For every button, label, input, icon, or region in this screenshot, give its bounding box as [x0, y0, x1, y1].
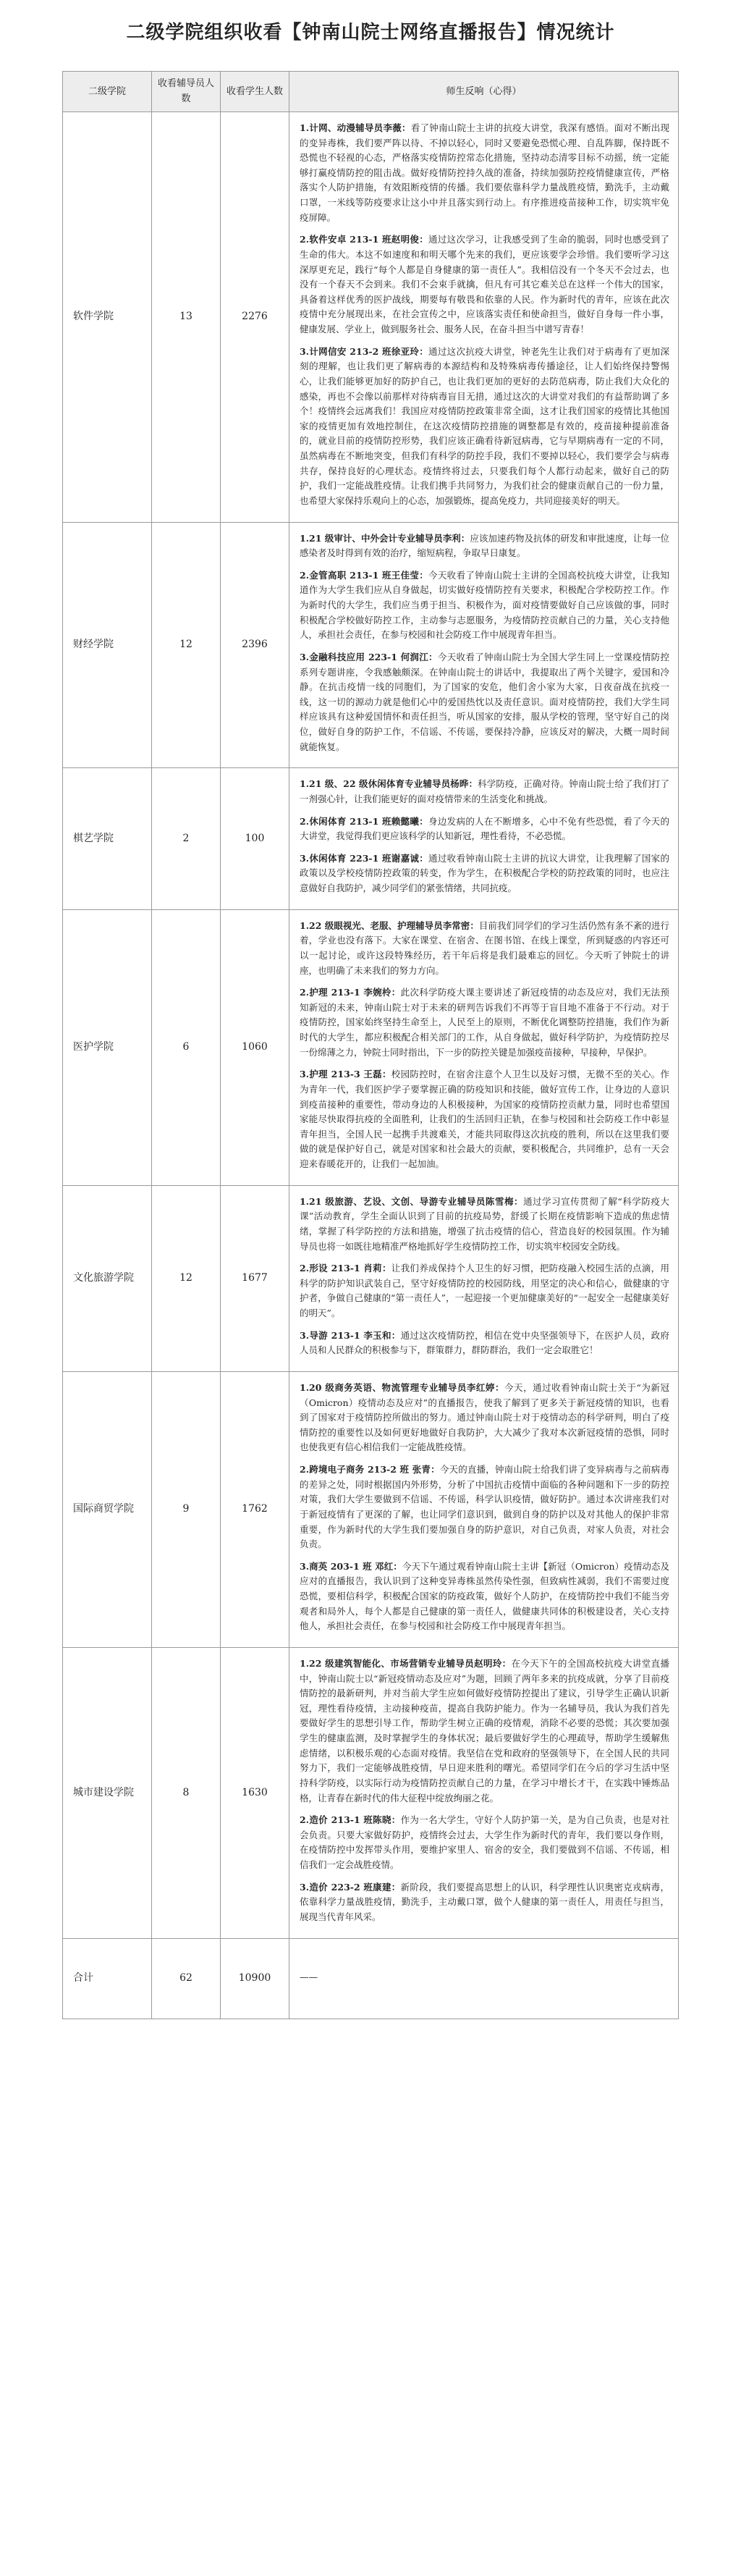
feedback-author: 1.20 级商务英语、物流管理专业辅导员李红婷： — [300, 1381, 504, 1393]
feedback-text: 今天收看了钟南山院士主讲的全国高校抗疫大讲堂，让我知道作为大学生我们应从自身做起，切实做好疫情防控有关要求，积极配合学校防控工作。作为新时代的大学生，我们应当勇于担当、积极作为，面对疫情要做好自己应该做的事，同时积极配合学校做好防控工作，主动参与志愿服务，为疫情防控贡献自己的力量，关心支持他人，承担社会责任，在参与校园和社会防疫工作中展现青年担当。 — [300, 569, 669, 641]
counselor-count: 12 — [152, 522, 221, 768]
feedback-text: 在今天下午的全国高校抗疫大讲堂直播中，钟南山院士以“新冠疫情动态及应对”为题，回顾了两年多来的抗疫成就，分享了目前疫情防控的最新研判，并对当前大学生应如何做好疫情防控提出了建议，引导学生正确认识新冠，理性看待疫情，主动接种疫苗，提高自我防护能力。作为一名辅导员，我认为我们首先要做好学生的思想引导工作，帮助学生树立正确的疫情观，消除不必要的恐慌；其次要加强学生的健康监测，及时掌握学生的身体状况；最后要做好学生的心理疏导，帮助学生缓解焦虑情绪，以积极乐观的心态面对疫情。我坚信在党和政府的坚强领导下，在全国人民的共同努力下，我们一定能够战胜疫情，早日迎来胜利的曙光。希望同学们在今后的学习生活中坚持科学防疫，以实际行动为疫情防控贡献自己的力量，在学习中增长才干，在实践中锤炼品格，让青春在新时代的伟大征程中绽放绚丽之花。 — [300, 1657, 669, 1803]
student-count: 100 — [221, 768, 289, 909]
feedback-text: 看了钟南山院士主讲的抗疫大讲堂，我深有感悟。面对不断出现的变异毒株，我们要严阵以待、不掉以轻心，同时又要避免恐慌心理、自乱阵脚，保持既不恐慌也不轻视的心态，严格落实疫情防控常态化措施，坚持动态清零目标不动摇，统一定能够打赢疫情防控的阻击战。做好疫情防控持久战的准备，持续加强防控疫情健康宣传，严格落实个人防护措施，有效阻断疫情的传播。我们要依靠科学力量战胜疫情，勤洗手，主动戴口罩，一米线等防疫要求让这小中并且落实到行动上。有序推进疫苗接种工作，切实筑牢免疫屏障。 — [300, 122, 669, 223]
feedback-author: 2.形设 213-1 肖莉： — [300, 1263, 391, 1274]
total-counselors: 62 — [152, 1938, 221, 2019]
feedback-cell — [289, 1371, 679, 1647]
table-row — [63, 909, 679, 1185]
feedback-entry — [300, 121, 669, 225]
feedback-author: 3.休闲体育 223-1 班谢嘉诚： — [300, 852, 429, 864]
feedback-entry — [300, 1813, 669, 1873]
feedback-text: 目前我们同学们的学习生活仍然有条不紊的进行着，学业也没有落下。大家在课堂、在宿舍、在图书馆、在线上课堂，所到疑惑的内容还可以一起讨论，或许这段特殊经历，若干年后将是我们最难忘的回忆。今天听了钟院士的讲座，也明确了未来我们的努力方向。 — [300, 919, 669, 976]
page-title: 二级学院组织收看【钟南山院士网络直播报告】情况统计 — [126, 22, 615, 43]
feedback-text: 身边发病的人在不断增多，心中不免有些恐慌，看了今天的大讲堂，我觉得我们更应该科学的认知新冠，理性看待，不必恐慌。 — [300, 815, 669, 842]
table-header — [63, 72, 679, 112]
feedback-author: 2.软件安卓 213-1 班赵明俊： — [300, 234, 429, 245]
feedback-author: 2.造价 213-1 班陈晓： — [300, 1814, 401, 1826]
header-students: 收看学生人数 — [221, 72, 289, 112]
college-name: 国际商贸学院 — [63, 1371, 152, 1647]
feedback-entry — [300, 985, 669, 1060]
feedback-entry — [300, 650, 669, 754]
header-counselors: 收看辅导员人数 — [152, 72, 221, 112]
table-row — [63, 1647, 679, 1938]
feedback-entry — [300, 815, 669, 844]
total-label: 合计 — [63, 1938, 152, 2019]
total-feedback: —— — [289, 1938, 679, 2019]
feedback-author: 3.导游 213-1 李玉和： — [300, 1329, 401, 1341]
feedback-text: 作为一名大学生，守好个人防护第一关，是为自己负责，也是对社会负责。只要大家做好防护，疫情终会过去，大学生作为新时代的青年，我们要以身作则，在疫情防控中发挥带头作用，要维护家里人、宿舍的安全，我们要做到不信谣、不传谣，相信我们一定会战胜疫情。 — [300, 1814, 669, 1870]
table-row — [63, 522, 679, 768]
college-name: 棋艺学院 — [63, 768, 152, 909]
feedback-author: 3.金融科技应用 223-1 何润江： — [300, 651, 438, 662]
feedback-text: 通过收看钟南山院士主讲的抗议大讲堂，让我理解了国家的政策以及学校疫情防控政策的转变，作为学生，在积极配合学校的防控政策的同时，也应注意做好自我防护，减少同学们的紧张情绪，共同抗疫。 — [300, 852, 669, 893]
feedback-text: 通过这次学习，让我感受到了生命的脆弱，同时也感受到了生命的伟大。本这不如速度和和明天哪个先来的我们，更应该要学会珍惜。我们要听学习这深厚更充足，践行“每个人都是自身健康的第一责任人”。我相信没有一个冬天不会过去，也没有一个春天不会到来。我们不会束手就擒，但凡有可其它难关总在这样一个伟大的国家，具备着这样优秀的医护战线，期要每有敬畏和依靠的人民。作为新时代的青年，应该在此次疫情中充分展现出来，在社会宣传之中，应该落实责任和使命担当，做好自身每一件小事，健康发展、学业上，做到服务社会、服务人民，在奋斗担当中谱写青春！ — [300, 234, 669, 334]
total-students: 10900 — [221, 1938, 289, 2019]
feedback-text: 今天，通过收看钟南山院士关于“为新冠（Omicron）疫情动态及应对”的直播报告，使我了解到了更多关于新冠疫情的知识，也看到了国家对于疫情防控所做出的努力。通过钟南山院士对于疫情动态的科学研判，明白了疫情防控的重要性以及如何更好地做好自我防护，大大减少了我对本次新冠疫情的恐惧，同时也使我更有信心相信我们一定能战胜疫情。 — [300, 1381, 669, 1453]
feedback-text: 校园防控时，在宿舍注意个人卫生以及好习惯，无微不至的关心。作为青年一代，我们医护学子要掌握正确的防疫知识和技能，做好宣传工作，让身边的人意识到疫苗接种的重要性，带动身边的人积极接种，为国家的疫情防控贡献力量，同时也希望国家能尽快取得抗疫的全面胜利，让我们的生活回归正轨，在参与校园和社会防疫工作中彰显青年担当，全国人民一起携手共渡难关，才能共同取得这次抗疫的胜利，所以在这里我们要做的就是保护好自己，就是对国家和社会最大的贡献，要积极配合，共同维护，总有一天会迎来春暖花开的，让我们一起加油。 — [300, 1069, 669, 1169]
student-count: 1630 — [221, 1647, 289, 1938]
college-name: 财经学院 — [63, 522, 152, 768]
feedback-author: 2.护理 213-1 李婉柃： — [300, 987, 401, 998]
table-body — [63, 111, 679, 2019]
feedback-text: 此次科学防疫大课主要讲述了新冠疫情的动态及应对，我们无法预知新冠的未来，钟南山院士对于未来的研判告诉我们不再等于盲目地不准备于不行动。对于疫情防控，国家始终坚持生命至上，人民至上的原则，不断优化调整防控措施，我们作为新时代的大学生，都应积极配合相关部门的工作，从自身做起，做好科学防护，为疫情防控尽一份绵薄之力，钟院士同时指出，下一步的防控关键是加强疫苗接种，早接种，早保护。 — [300, 987, 669, 1058]
feedback-author: 2.跨境电子商务 213-2 班 张青： — [300, 1464, 440, 1475]
feedback-text: 通过学习宣传贯彻了解“科学防疫大课”活动教育，学生全面认识到了目前的抗疫局势，舒缓了长期在疫情影响下造成的焦虑情绪，掌握了科学防控的方法和措施，增强了抗击疫情的信心，营造良好的校园氛围。作为辅导员也将一如既往地精准严格地抓好学生疫情防控工作，切实筑牢校园安全防线。 — [300, 1195, 669, 1252]
student-count: 1060 — [221, 909, 289, 1185]
feedback-cell — [289, 111, 679, 522]
feedback-author: 1.22 级眼视光、老服、护理辅导员李常密： — [300, 919, 479, 931]
feedback-cell — [289, 768, 679, 909]
counselor-count: 13 — [152, 111, 221, 522]
feedback-entry — [300, 1261, 669, 1321]
feedback-entry — [300, 1462, 669, 1552]
counselor-count: 8 — [152, 1647, 221, 1938]
header-college: 二级学院 — [63, 72, 152, 112]
feedback-cell — [289, 1185, 679, 1371]
feedback-entry — [300, 1329, 669, 1358]
header-row — [63, 72, 679, 112]
feedback-entry — [300, 1560, 669, 1634]
feedback-author: 2.休闲体育 213-1 班赖懿曦： — [300, 815, 429, 827]
counselor-count: 9 — [152, 1371, 221, 1647]
feedback-author: 2.金管高职 213-1 班王佳莹： — [300, 569, 429, 581]
feedback-author: 1.21 级旅游、艺设、文创、导游专业辅导员陈雪梅： — [300, 1195, 524, 1207]
feedback-text: 今天收看了钟南山院士为全国大学生同上一堂课疫情防控系列专题讲座，令我感触颇深。在钟南山院士的讲话中，我提取出了两个关键字，爱国和冷静。在抗击疫情一线的同胞们，为了国家的安危，他们舍小家为大家，日夜奋战在抗疫一线，这一切的源动力就是他们心中的爱国热忱以及责任意识。面对疫情防控，我们大学生同样应该具有这种爱国情怀和责任担当，听从国家的安排，服从学校的管理，坚守好自己的岗位，做好自身的防护工作，不信谣、不传谣，要保持冷静，应该反对的解决，大概一周时间就能恢复。 — [300, 651, 669, 752]
student-count: 2276 — [221, 111, 289, 522]
statistics-table — [62, 71, 679, 2019]
feedback-author: 1.22 级建筑智能化、市场营销专业辅导员赵明玲： — [300, 1657, 512, 1669]
feedback-author: 3.商英 203-1 班 邓红： — [300, 1560, 402, 1572]
feedback-entry — [300, 1381, 669, 1455]
college-name: 文化旅游学院 — [63, 1185, 152, 1371]
feedback-entry — [300, 232, 669, 337]
college-name: 医护学院 — [63, 909, 152, 1185]
feedback-author: 3.计网信安 213-2 班徐亚玲： — [300, 345, 429, 357]
feedback-text: 应该加速药物及抗体的研发和审批速度，让每一位感染者及时得到有效的治疗，缩短病程，争取早日康复。 — [300, 532, 669, 559]
student-count: 1762 — [221, 1371, 289, 1647]
feedback-entry — [300, 1195, 669, 1255]
counselor-count: 6 — [152, 909, 221, 1185]
feedback-entry — [300, 777, 669, 807]
feedback-cell — [289, 1647, 679, 1938]
feedback-entry — [300, 1067, 669, 1171]
feedback-author: 1.计网、动漫辅导员李薇： — [300, 122, 411, 133]
table-row — [63, 111, 679, 522]
feedback-author: 1.21 级、22 级休闲体育专业辅导员杨晔： — [300, 778, 478, 790]
student-count: 1677 — [221, 1185, 289, 1371]
table-row — [63, 768, 679, 909]
feedback-text: 新阶段，我们要提高思想上的认识，科学理性认识奥密克戎病毒，依靠科学力量战胜疫情，勤洗手，主动戴口罩，做个人健康的第一责任人，用责任与担当，展现当代青年风采。 — [300, 1881, 669, 1922]
feedback-cell — [289, 522, 679, 768]
feedback-author: 3.护理 213-3 王磊： — [300, 1069, 391, 1080]
feedback-text: 今天的直播，钟南山院士给我们讲了变异病毒与之前病毒的差异之处，同时根据国内外形势，分析了中国抗击疫情中面临的各种问题和下一步的防控对策，我们大学生要做到不信谣、不传谣，科学认识疫情，做好防护。通过本次讲座我们对于新冠疫情有了更深的了解，也让同学们意识到，做到自身的防护以及对其他人的保护非常重要，作为新时代的大学生我们要加强自身的防护意识，对自己负责，对家人负责，对社会负责。 — [300, 1464, 669, 1550]
student-count: 2396 — [221, 522, 289, 768]
feedback-text: 今天下午通过观看钟南山院士主讲【新冠（Omicron）疫情动态及应对的直播报告，我认识到了这种变异毒株虽然传染性强，但致病性减弱，我们不需要过度恐慌，要相信科学，积极配合国家的防疫政策，做好个人防护，在疫情防控中我们不能当旁观者和局外人，每个人都是自己健康的第一责任人，做健康共同体的积极建设者，关心支持他人，承担社会责任，在参与校园和社会防疫工作中展现青年担当。 — [300, 1560, 669, 1632]
table-row — [63, 1371, 679, 1647]
feedback-text: 通过这次抗疫大讲堂，钟老先生让我们对于病毒有了更加深刻的理解，也让我们更了解病毒的本源结构和及特殊病毒传播途径，让人们始终保持警惕心，让我们能够更加好的防护自己，也让我们更加的更好的去防范病毒，防止我们大众化的感染，再也不会像以前那样对待病毒盲目无措，通过这次的大讲堂对我们的有益帮助调了多个！疫情终会远离我们！我国应对疫情防控政策非常全面，这才让我们国家的疫情比其他国家的疫情更加有效地控制住，在这次疫情防控措施的调整都是有效的，疫苗接种提前准备的，就业目前的疫情防控形势，我们应该正确看待新冠病毒，它与早期病毒有一定的不同，虽然病毒在不断地突变，但我们有科学的防控手段，我们不要掉以轻心，我们要学会与病毒共存，保持良好的心理状态。疫情终将过去，只要我们每个人都行动起来，做好自己的防护，我们一定能战胜疫情。让我们携手共同努力，为我们社会的健康贡献自己的一份力量，也希望大家保持乐观向上的心态，加强锻炼，提高免疫力，共同迎接美好的明天。 — [300, 345, 669, 506]
college-name: 城市建设学院 — [63, 1647, 152, 1938]
header-feedback: 师生反响（心得） — [289, 72, 679, 112]
feedback-cell — [289, 909, 679, 1185]
feedback-entry — [300, 919, 669, 979]
table-row — [63, 1185, 679, 1371]
feedback-text: 通过这次疫情防控，相信在党中央坚强领导下，在医护人员，政府人员和人民群众的积极参与下，群策群力，群防群治，我们一定会取胜它！ — [300, 1329, 669, 1356]
feedback-entry — [300, 1880, 669, 1925]
college-name: 软件学院 — [63, 111, 152, 522]
feedback-entry — [300, 1657, 669, 1806]
feedback-author: 1.21 级审计、中外会计专业辅导员李利： — [300, 532, 470, 544]
feedback-entry — [300, 345, 669, 509]
counselor-count: 2 — [152, 768, 221, 909]
feedback-entry — [300, 531, 669, 561]
total-row — [63, 1938, 679, 2019]
feedback-text: 让我们养成保持个人卫生的好习惯，把防疫融入校园生活的点滴，用科学的防护知识武装自己，坚守好疫情防控的校园防线，用坚定的决心和信心，做健康的守护者，争做自己健康的“第一责任人”，一起迎接一个更加健康美好的“一起安全一起健康美好的明天”。 — [300, 1263, 669, 1318]
feedback-author: 3.造价 223-2 班康建： — [300, 1881, 401, 1893]
feedback-text: 科学防疫，正确对待。钟南山院士给了我们打了一剂强心针，让我们能更好的面对疫情带来的生活变化和挑战。 — [300, 778, 669, 804]
counselor-count: 12 — [152, 1185, 221, 1371]
feedback-entry — [300, 851, 669, 896]
feedback-entry — [300, 568, 669, 643]
